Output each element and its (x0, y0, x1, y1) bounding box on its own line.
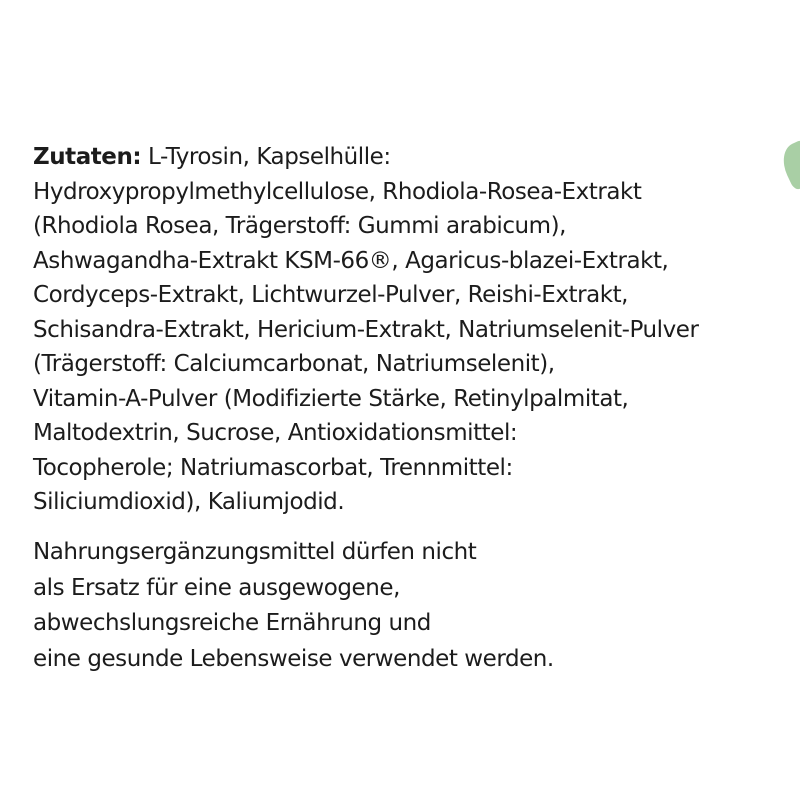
ingredients-section (33, 140, 793, 520)
notice-line: als Ersatz für eine ausgewogene, (33, 574, 400, 601)
ingredients-line: (Trägerstoff: Calciumcarbonat, Natriumselenit), (33, 351, 555, 377)
ingredients-line: Tocopherole; Natriumascorbat, Trennmittel: (33, 454, 513, 481)
ingredients-line: Cordyceps-Extrakt, Lichtwurzel-Pulver, Reishi-Extrakt, (33, 282, 629, 308)
ingredients-line: Schisandra-Extrakt, Hericium-Extrakt, Natriumselenit-Pulver (33, 316, 699, 343)
supplement-notice (33, 535, 793, 677)
ingredients-text: L-Tyrosin, Kapselhülle: (141, 144, 391, 170)
ingredients-line: Hydroxypropylmethylcellulose, Rhodiola-Rosea-Extrakt (33, 178, 642, 205)
notice-line: abwechslungsreiche Ernährung und (33, 610, 431, 636)
ingredients-line: Maltodextrin, Sucrose, Antioxidationsmittel: (33, 420, 518, 446)
ingredients-line (33, 140, 793, 175)
ingredients-line: (Rhodiola Rosea, Trägerstoff: Gummi arabicum), (33, 213, 567, 239)
ingredients-line: Vitamin-A-Pulver (Modifizierte Stärke, Retinylpalmitat, (33, 385, 629, 412)
ingredients-label: Zutaten: (33, 144, 142, 170)
ingredients-line: Ashwagandha-Extrakt KSM-66®, Agaricus-blazei-Extrakt, (33, 247, 669, 274)
notice-line: eine gesunde Lebensweise verwendet werden. (33, 645, 554, 672)
notice-line: Nahrungsergänzungsmittel dürfen nicht (33, 539, 477, 565)
ingredients-line: Siliciumdioxid), Kaliumjodid. (33, 489, 345, 515)
